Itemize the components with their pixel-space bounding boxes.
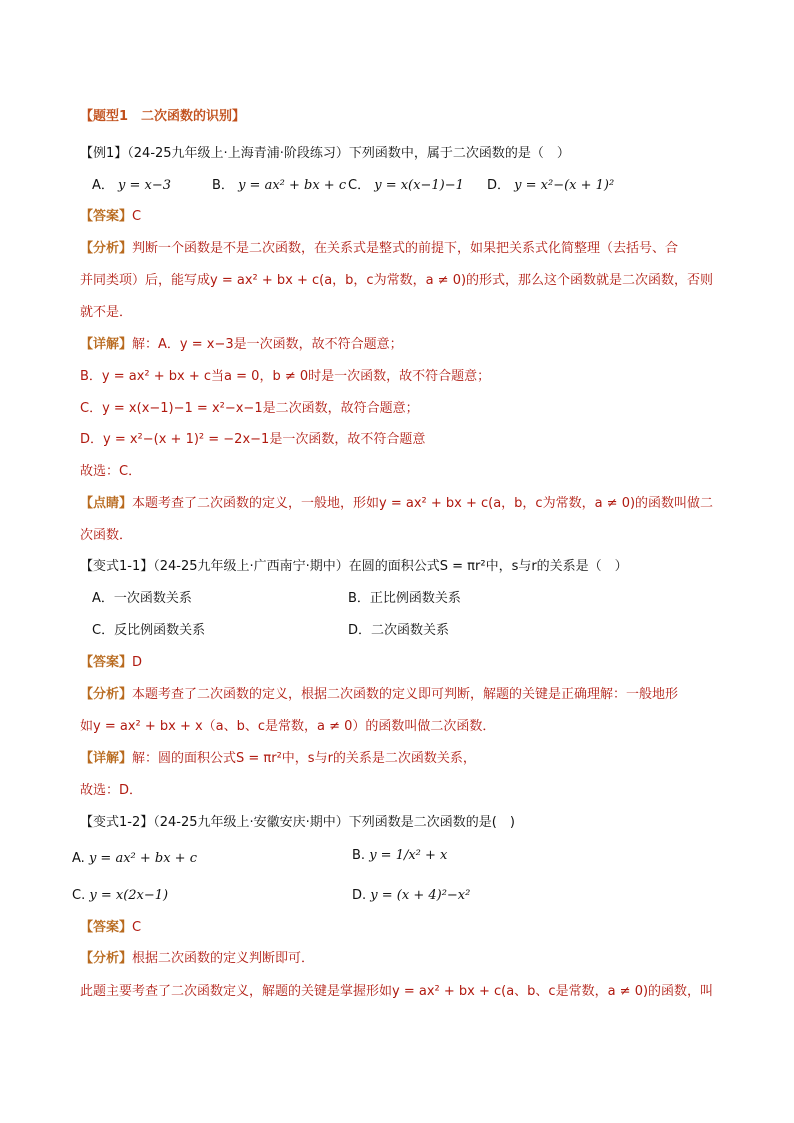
ex1-detail-line-5: 故选：C． [80, 464, 142, 479]
ex1-answer: 【答案】C [80, 209, 142, 224]
section-title: 【题型1 二次函数的识别】 [80, 109, 246, 124]
v12-question [80, 814, 515, 832]
ex1-detail-line-2: B．y = ax² + bx + c当a = 0，b ≠ 0时是一次函数，故不符合题意； [80, 369, 491, 384]
ex1-label: 【例1】 [80, 146, 128, 161]
v11-question [80, 558, 628, 576]
v12-answer: 【答案】C [80, 920, 142, 935]
v11-label: 【变式1-1】 [80, 559, 154, 574]
ex1-point-line-2: 次函数． [80, 528, 133, 543]
ex1-detail-line-4: D．y = x²−(x + 1)² = −2x−1是一次函数，故不符合题意 [80, 432, 426, 447]
ex1-option-b: B． y = ax² + bx + c [212, 178, 347, 193]
v12-tail-line: 此题主要考查了二次函数定义，解题的关键是掌握形如y = ax² + bx + c(a、b、c是常数，a ≠ 0)的函数，叫 [80, 984, 714, 999]
v12-source: （24-25九年级上·安徽安庆·期中）下列函数是二次函数的是( ) [153, 815, 515, 830]
ex1-detail-line-1: 【详解】解：A．y = x−3是一次函数，故不符合题意； [80, 337, 403, 352]
ex1-analysis-line-1: 【分析】判断一个函数是不是二次函数，在关系式是整式的前提下，如果把关系式化简整理（去括号、合 [80, 241, 679, 256]
v12-option-a: A. y = ax² + bx + c [72, 851, 197, 866]
v11-analysis-line-1: 【分析】本题考查了二次函数的定义，根据二次函数的定义即可判断，解题的关键是正确理解：一般地形 [80, 687, 679, 702]
v11-analysis-line-2: 如y = ax² + bx + x（a、b、c是常数，a ≠ 0）的函数叫做二次函数． [80, 719, 496, 734]
v11-option-a: A．一次函数关系 [92, 591, 192, 606]
v11-detail-line-2: 故选：D． [80, 783, 143, 798]
v12-option-b: B. y = 1/x² + x [352, 848, 448, 863]
v11-option-c: C．反比例函数关系 [92, 623, 206, 638]
ex1-option-c: C． y = x(x−1)−1 [348, 178, 464, 193]
ex1-analysis-line-3: 就不是． [80, 305, 133, 320]
v11-answer: 【答案】D [80, 655, 143, 670]
ex1-option-d: D． y = x²−(x + 1)² [487, 178, 615, 193]
ex1-question [80, 145, 570, 163]
v11-detail-line-1: 【详解】解：圆的面积公式S = πr²中，s与r的关系是二次函数关系， [80, 751, 476, 766]
ex1-option-a: A． y = x−3 [92, 178, 172, 193]
v11-option-b: B．正比例函数关系 [348, 591, 461, 606]
ex1-detail-line-3: C．y = x(x−1)−1 = x²−x−1是二次函数，故符合题意； [80, 401, 419, 416]
v11-source: （24-25九年级上·广西南宁·期中）在圆的面积公式S = πr²中，s与r的关系是（ ） [153, 559, 628, 574]
v12-option-d: D. y = (x + 4)²−x² [352, 888, 471, 903]
v12-analysis: 【分析】根据二次函数的定义判断即可． [80, 951, 315, 966]
v12-label: 【变式1-2】 [80, 815, 154, 830]
v11-option-d: D．二次函数关系 [348, 623, 450, 638]
v12-option-c: C. y = x(2x−1) [72, 888, 169, 903]
ex1-source: （24-25九年级上·上海青浦·阶段练习）下列函数中，属于二次函数的是（ ） [127, 146, 570, 161]
ex1-analysis-line-2: 并同类项）后，能写成y = ax² + bx + c(a，b，c为常数，a ≠ 0)的形式，那么这个函数就是二次函数，否则 [80, 273, 714, 288]
ex1-point-line-1: 【点睛】本题考查了二次函数的定义，一般地，形如y = ax² + bx + c(a，b，c为常数，a ≠ 0)的函数叫做二 [80, 496, 714, 511]
